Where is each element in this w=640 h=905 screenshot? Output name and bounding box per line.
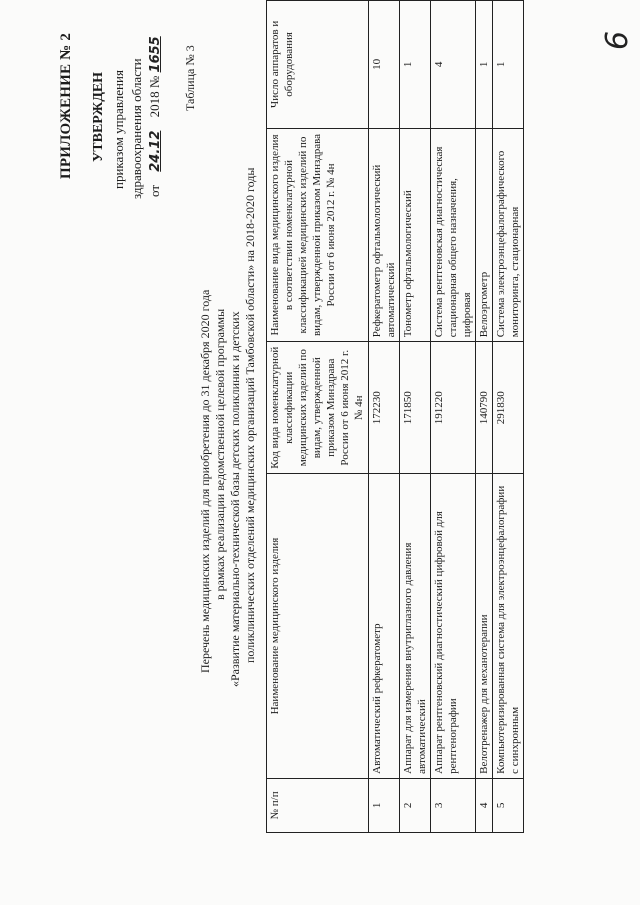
order-date-line [147, 36, 163, 197]
row-num: 4 [476, 778, 493, 832]
row-code: 172230 [368, 342, 399, 474]
row-num: 3 [430, 778, 475, 832]
header-code: Код вида номенклатурной классификации медицинских изделий по видам, утвержденной приказом Минздрава России от 6 июня 2012 г. № 4н [267, 342, 369, 474]
row-name: Аппарат рентгеновский диагностический цифровой для рентгенографии [430, 474, 475, 779]
row-type: Тонометр офтальмологический [399, 128, 430, 342]
row-num: 2 [399, 778, 430, 832]
table-number: Таблица № 3 [183, 45, 197, 111]
row-name: Компьютеризированная система для электроэнцефалографии с синхронным [493, 474, 524, 779]
row-code: 140790 [476, 342, 493, 474]
order-line-2: здравоохранения области [129, 58, 144, 199]
row-count: 10 [368, 1, 399, 129]
row-code: 171850 [399, 342, 430, 474]
header-type: Наименование вида медицинского изделия в соответствии номенклатурной классификацией медицинских изделий по видам, утвержденной приказом Минздрава России от 6 июня 2012 г. № 4н [267, 128, 369, 342]
table-row [493, 1, 524, 833]
title-line-1: Перечень медицинских изделий для приобретения до 31 декабря 2020 года [198, 289, 212, 673]
date-day-month: 24.12 [148, 130, 163, 172]
table-row [399, 1, 430, 833]
row-num: 1 [368, 778, 399, 832]
table-header-row [267, 1, 369, 833]
header-name: Наименование медицинского изделия [267, 474, 369, 779]
medical-devices-table [266, 0, 524, 833]
row-code: 291830 [493, 342, 524, 474]
table-row [476, 1, 493, 833]
row-name: Велотренажер для механотерапии [476, 474, 493, 779]
order-number: 1655 [148, 36, 163, 73]
row-count: 1 [399, 1, 430, 129]
row-count: 4 [430, 1, 475, 129]
row-name: Автоматический рефкератометр [368, 474, 399, 779]
table-row [430, 1, 475, 833]
title-line-4: поликлинических отделений медицинских организаций Тамбовской области» на 2018-2020 годы [243, 167, 257, 663]
header-num: № п/п [267, 778, 369, 832]
row-num: 5 [493, 778, 524, 832]
row-name: Аппарат для измерения внутриглазного давления автоматический [399, 474, 430, 779]
date-year: 2018 № [147, 75, 162, 118]
row-count: 1 [476, 1, 493, 129]
header-count: Число аппаратов и оборудования [267, 1, 369, 129]
order-line-1: приказом управления [111, 70, 126, 189]
appendix-title: ПРИЛОЖЕНИЕ № 2 [58, 32, 74, 179]
row-type: Система электроэнцефалографического мониторинга, стационарная [493, 128, 524, 342]
row-type: Рефкератометр офтальмологический автоматический [368, 128, 399, 342]
title-line-2: в рамках реализации ведомственной целевой программы [213, 308, 227, 600]
row-code: 191220 [430, 342, 475, 474]
title-line-3: «Развитие материально-технической базы детских поликлиник и детских [228, 311, 242, 687]
row-type: Велоэргометр [476, 128, 493, 342]
row-count: 1 [493, 1, 524, 129]
table-row [368, 1, 399, 833]
page-number: 6 [600, 30, 635, 50]
row-type: Система рентгеновская диагностическая стационарная общего назначения, цифровая [430, 128, 475, 342]
approved-heading: УТВЕРЖДЕН [91, 71, 106, 162]
date-prefix: от [147, 184, 162, 197]
